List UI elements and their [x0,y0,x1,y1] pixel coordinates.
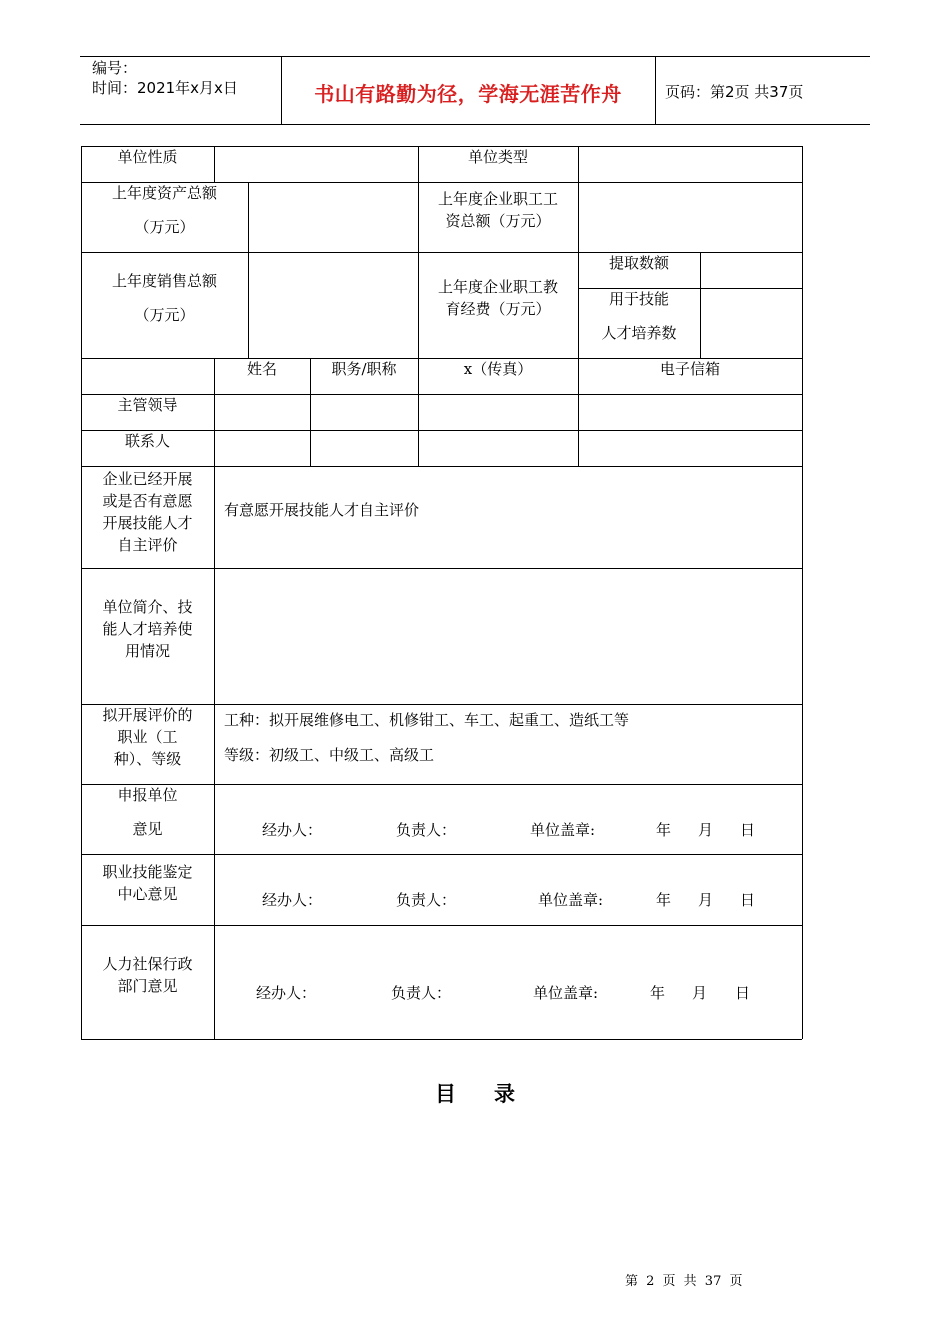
table-rule [81,1039,802,1040]
planned-evaluation-label-line: 拟开展评价的 [102,706,193,724]
month-label: 月 [698,891,714,909]
handler-label: 经办人： [262,891,323,909]
table-col-rule [578,146,579,182]
seal-label: 单位盖章: [538,891,604,909]
row-contact-label: 联系人 [124,432,170,450]
unit-intro-label-line: 用情况 [124,642,170,660]
wages-label [418,188,578,232]
willingness-label-line: 开展技能人才 [102,514,193,532]
header-page-number: 页码：第2页 共37页 [665,83,804,101]
willingness-label [81,468,214,556]
appraisal-center-opinion-label-line: 中心意见 [117,885,178,903]
table-rule [81,925,802,926]
extract-amount-label: 提取数额 [608,254,669,272]
edu-funds-label [418,276,578,320]
willingness-label-line: 企业已经开展 [102,470,193,488]
handler-label: 经办人： [256,984,317,1002]
year-label: 年 [656,891,672,909]
col-name-header: 姓名 [246,360,277,378]
planned-evaluation-label-line: 种）、等级 [113,750,182,768]
row-leader-label: 主管领导 [117,396,178,414]
unit-nature-label: 单位性质 [117,148,178,166]
sales-label [81,270,248,326]
assets-label-line: 上年度资产总额 [111,184,217,202]
header-motto: 书山有路勤为径，学海无涯苦作舟 [314,82,622,106]
responsible-label: 负责人： [396,821,457,839]
skill-training-label-line: 人才培养数 [601,324,677,342]
table-col-rule [700,252,701,358]
unit-type-label: 单位类型 [467,148,528,166]
hr-dept-opinion-label-line: 部门意见 [117,977,178,995]
planned-work-types: 工种：拟开展维修电工、机修钳工、车工、起重工、造纸工等 [224,711,630,729]
col-email-header: 电子信箱 [659,360,720,378]
applicant-opinion-label [81,784,214,840]
responsible-label: 负责人： [391,984,452,1002]
month-label: 月 [698,821,714,839]
responsible-label: 负责人： [396,891,457,909]
doc-time-label: 时间：2021年x月x日 [92,79,238,97]
year-label: 年 [650,984,666,1002]
table-rule [81,854,802,855]
hr-dept-opinion-label [81,953,214,997]
edu-funds-label-line: 育经费（万元） [445,300,551,318]
month-label: 月 [692,984,708,1002]
page-footer: 第 2 页 共 37 页 [625,1274,743,1289]
header-bottom-rule [80,124,870,125]
col-title-header: 职务/职称 [331,360,397,378]
sales-label-unit: （万元） [134,306,195,324]
col-fax-header: x（传真） [463,360,533,378]
appraisal-center-opinion-label-line: 职业技能鉴定 [102,863,193,881]
year-label: 年 [656,821,672,839]
table-border-right [802,146,803,1039]
willingness-label-line: 或是否有意愿 [102,492,193,510]
handler-label: 经办人： [262,821,323,839]
header-top-rule [80,56,870,57]
table-col-rule [248,182,249,358]
willingness-value: 有意愿开展技能人才自主评价 [224,501,420,519]
table-col-rule [214,466,215,1039]
planned-evaluation-label-line: 职业（工 [117,728,178,746]
sales-label-line: 上年度销售总额 [111,272,217,290]
planned-evaluation-label [81,704,214,770]
seal-label: 单位盖章: [530,821,596,839]
day-label: 日 [740,821,756,839]
planned-grades: 等级：初级工、中级工、高级工 [224,746,435,764]
unit-intro-label [81,596,214,662]
assets-label-unit: （万元） [134,218,195,236]
applicant-opinion-label-line: 意见 [132,820,163,838]
day-label: 日 [735,984,751,1002]
edu-funds-label-line: 上年度企业职工教 [437,278,558,296]
wages-label-line: 上年度企业职工工 [437,190,558,208]
day-label: 日 [740,891,756,909]
table-col-rule [214,146,215,182]
header-divider [655,56,656,124]
applicant-opinion-label-line: 申报单位 [117,786,178,804]
wages-label-line: 资总额（万元） [445,212,551,230]
skill-training-label [578,288,700,344]
toc-title: 目录 [435,1082,553,1106]
willingness-label-line: 自主评价 [117,536,178,554]
skill-training-label-line: 用于技能 [608,290,669,308]
unit-intro-label-line: 单位简介、技 [102,598,193,616]
seal-label: 单位盖章: [533,984,599,1002]
unit-intro-label-line: 能人才培养使 [102,620,193,638]
table-rule [81,568,802,569]
table-rule [81,466,802,467]
header-meta [92,58,238,98]
assets-label [81,182,248,238]
doc-number-label: 编号： [92,59,138,77]
hr-dept-opinion-label-line: 人力社保行政 [102,955,193,973]
appraisal-center-opinion-label [81,861,214,905]
